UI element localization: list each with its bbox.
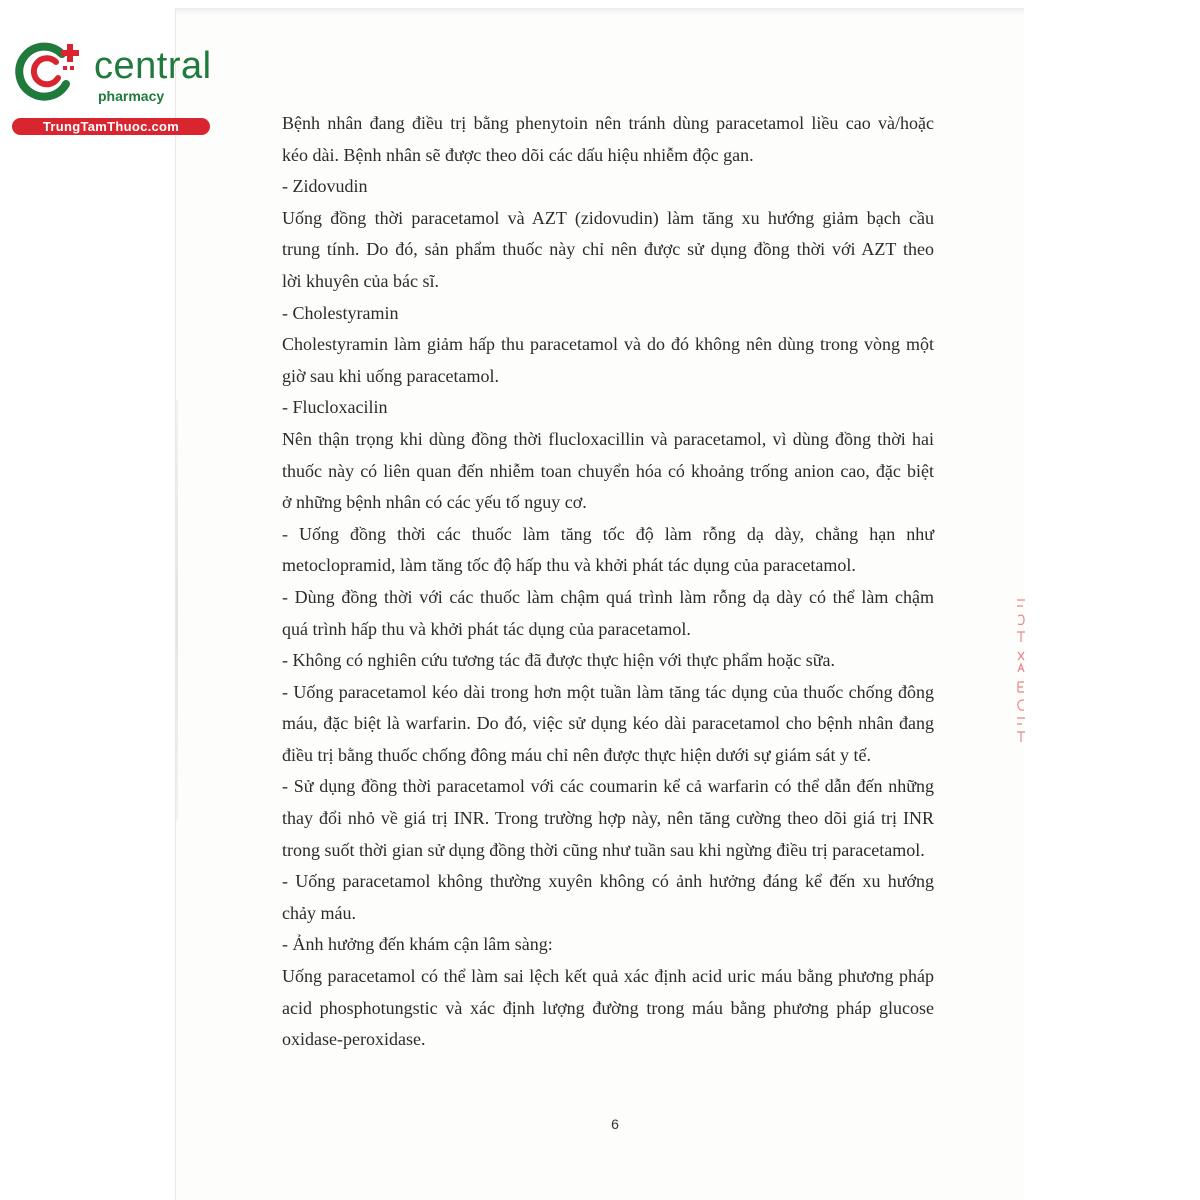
text-line: trong suốt thời gian sử dụng đồng thời cũng như tuần sau khi ngừng điều trị paracetamol. — [282, 839, 925, 860]
paper-edge-shadow — [176, 400, 178, 820]
text-line: trung tính. Do đó, sản phẩm thuốc này chỉ nên được sử dụng đồng thời với AZT theo — [282, 239, 934, 260]
text-line: Uống đồng thời paracetamol và AZT (zidovudin) làm tăng xu hướng giảm bạch cầu — [282, 207, 934, 228]
text-line: máu, đặc biệt là warfarin. Do đó, việc sử dụng kéo dài paracetamol cho bệnh nhân đang — [282, 713, 934, 734]
text-line: quá trình hấp thu và khởi phát tác dụng của paracetamol. — [282, 618, 691, 639]
logo-subtitle: pharmacy — [98, 88, 165, 104]
text-line: - Uống paracetamol kéo dài trong hơn một tuần làm tăng tác dụng của thuốc chống đông — [282, 681, 934, 702]
text-line: - Không có nghiên cứu tương tác đã được thực hiện với thực phẩm hoặc sữa. — [282, 650, 835, 671]
central-pharmacy-logo — [10, 38, 215, 138]
text-line: ở những bệnh nhân có các yếu tố nguy cơ. — [282, 492, 587, 513]
text-line: điều trị bằng thuốc chống đông máu chỉ nên được thực hiện dưới sự giám sát y tế. — [282, 744, 871, 765]
text-line: chảy máu. — [282, 902, 356, 923]
section-heading: - Ảnh hưởng đến khám cận lâm sàng: — [282, 934, 553, 955]
section-heading: - Cholestyramin — [282, 302, 399, 323]
text-line: thuốc này có liên quan đến nhiễm toan chuyển hóa có khoảng trống anion cao, đặc biệt — [282, 460, 934, 481]
text-line: Cholestyramin làm giảm hấp thu paracetamol và do đó không nên dùng trong vòng một — [282, 334, 934, 355]
section-heading: - Flucloxacilin — [282, 397, 388, 418]
text-line: - Dùng đồng thời với các thuốc làm chậm quá trình làm rỗng dạ dày có thể làm chậm — [282, 586, 934, 607]
text-line: lời khuyên của bác sĩ. — [282, 270, 439, 291]
section-heading: - Zidovudin — [282, 176, 368, 197]
text-line: Uống paracetamol có thể làm sai lệch kết quả xác định acid uric máu bằng phương pháp — [282, 966, 934, 987]
logo-brand-name: central — [94, 45, 212, 87]
text-line: metoclopramid, làm tăng tốc độ hấp thu và khởi phát tác dụng của paracetamol. — [282, 555, 856, 576]
text-line: Nên thận trọng khi dùng đồng thời flucloxacillin và paracetamol, vì dùng đồng thời hai — [282, 428, 934, 449]
text-line: Bệnh nhân đang điều trị bằng phenytoin nên tránh dùng paracetamol liều cao và/hoặc — [282, 113, 934, 133]
text-line: kéo dài. Bệnh nhân sẽ được theo dõi các dấu hiệu nhiễm độc gan. — [282, 144, 754, 165]
red-stamp-edge-icon — [1013, 596, 1029, 746]
text-line: thay đổi nhỏ về giá trị INR. Trong trường hợp này, nên tăng cường theo dõi giá trị INR — [282, 808, 934, 829]
text-line: giờ sau khi uống paracetamol. — [282, 365, 499, 386]
text-line: acid phosphotungstic và xác định lượng đường trong máu bằng phương pháp glucose — [282, 997, 934, 1018]
text-line: - Sử dụng đồng thời paracetamol với các coumarin kể cả warfarin có thể dẫn đến những — [282, 776, 934, 797]
logo-website-url: TrungTamThuoc.com — [12, 118, 210, 135]
pharmacy-cross-logo-icon — [10, 38, 90, 104]
text-line: - Uống paracetamol không thường xuyên không có ảnh hưởng đáng kể đến xu hướng — [282, 871, 934, 892]
text-line: - Uống đồng thời các thuốc làm tăng tốc độ làm rỗng dạ dày, chẳng hạn như — [282, 523, 934, 544]
document-body — [282, 108, 934, 1056]
page-number: 6 — [611, 1116, 619, 1132]
text-line: oxidase-peroxidase. — [282, 1029, 426, 1050]
